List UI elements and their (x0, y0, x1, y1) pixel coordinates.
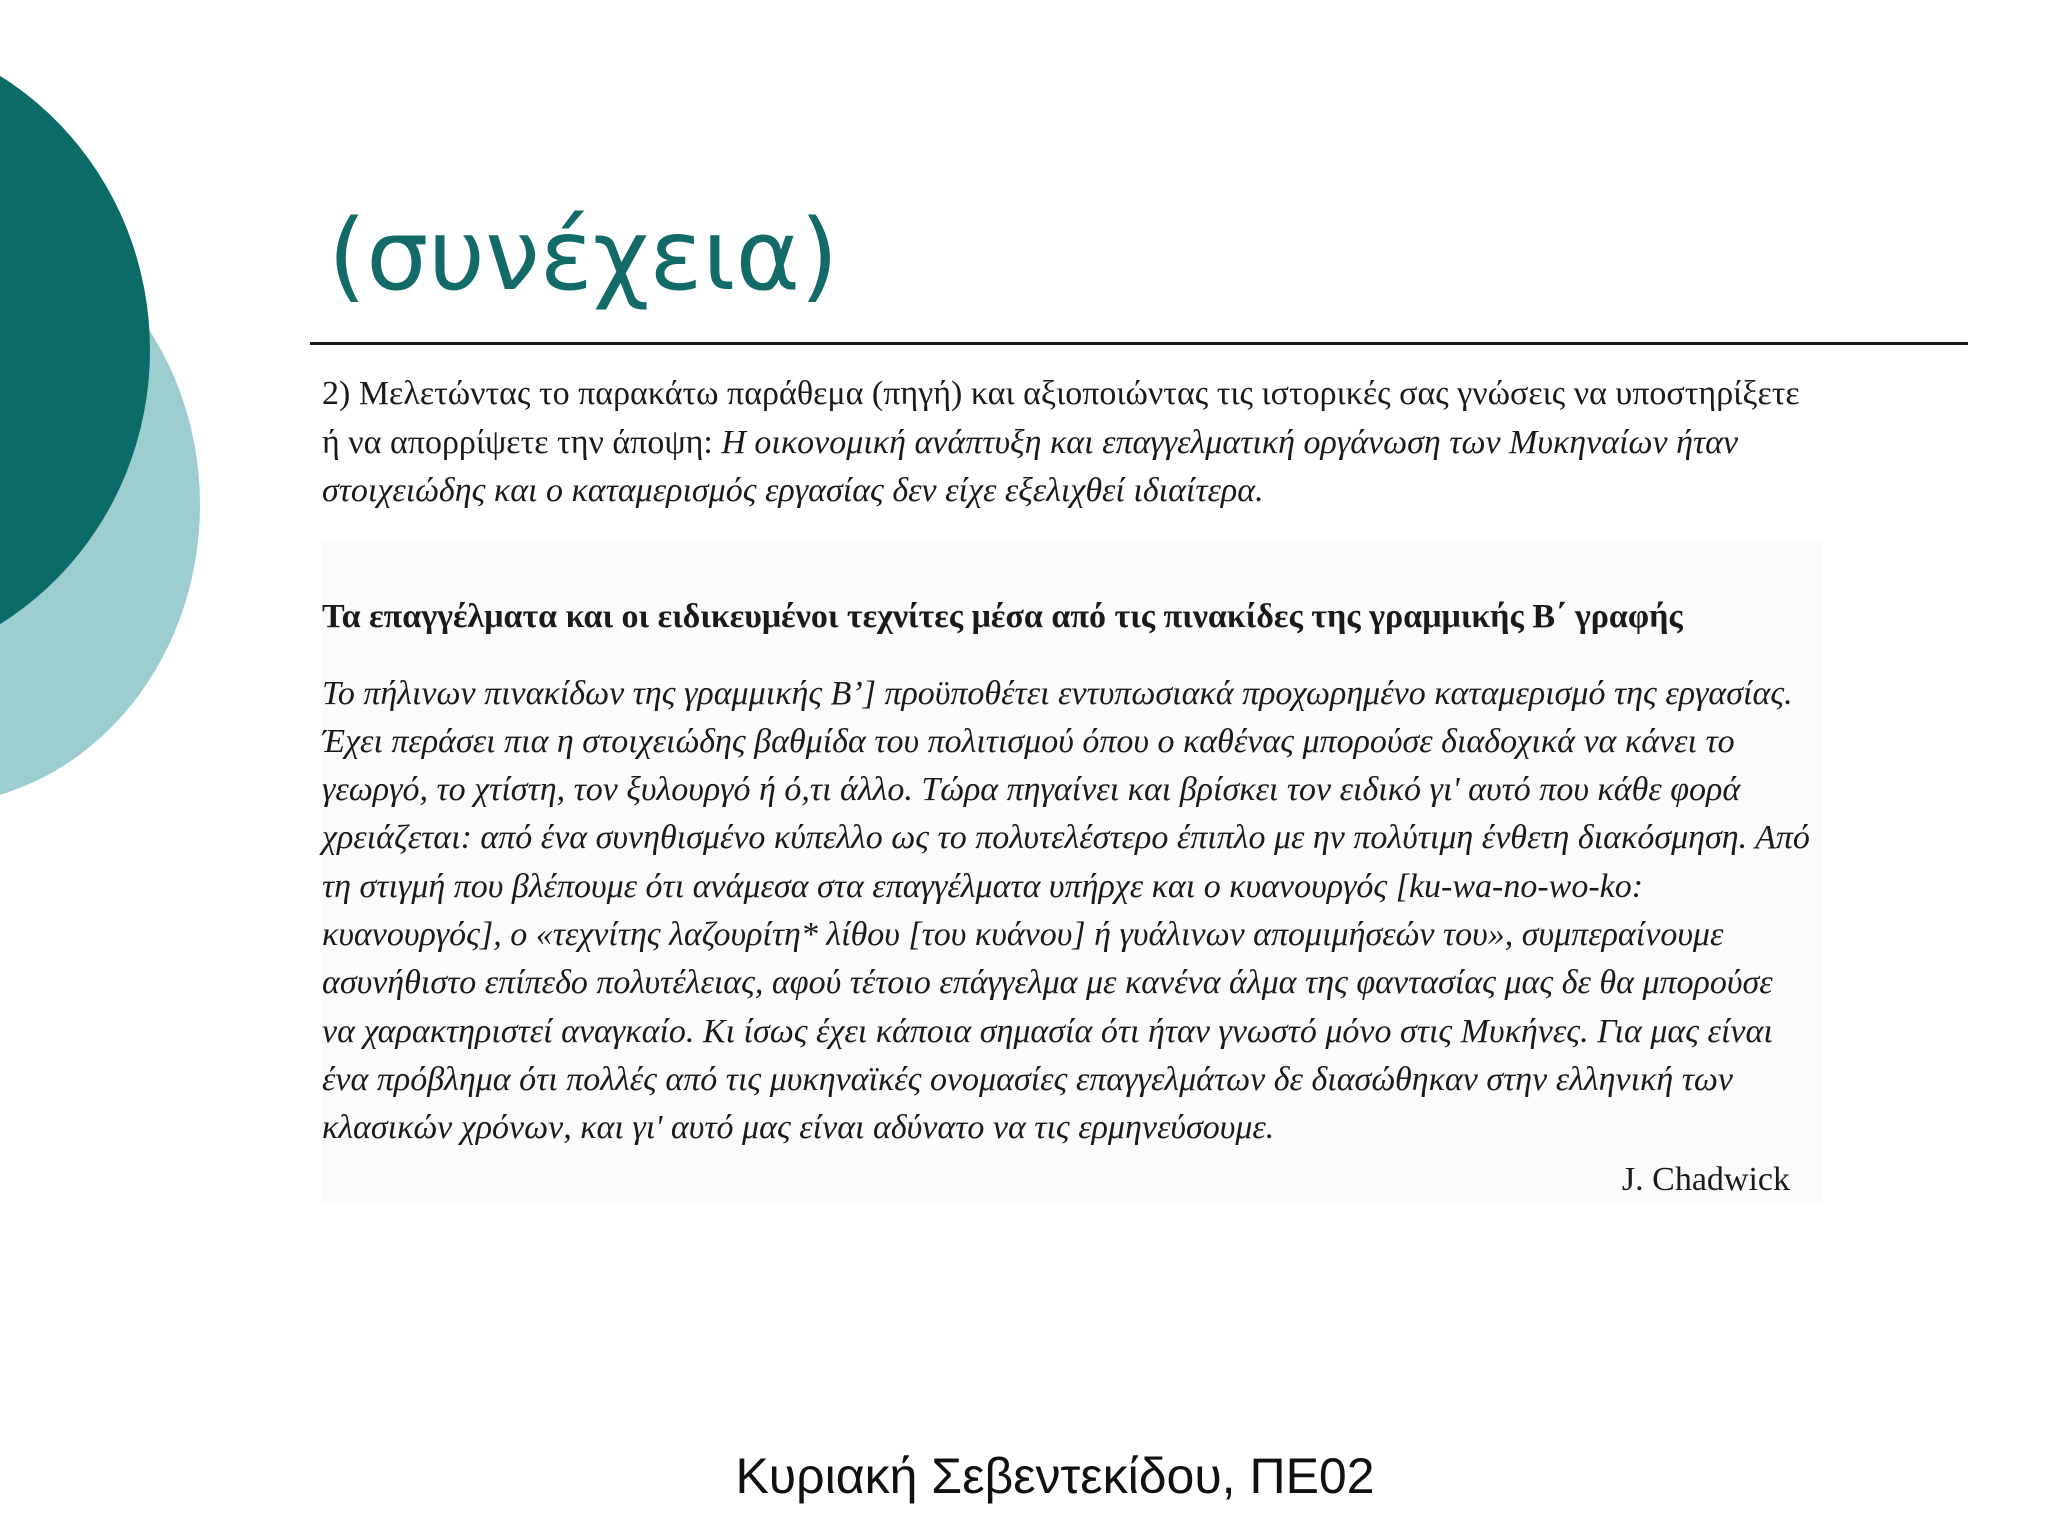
question-text: 2) Μελετώντας το παρακάτω παράθεμα (πηγή) και αξιοποιώντας τις ιστορικές σας γνώσεις να υποστηρίξετε ή να απορρίψετε την άποψη: (322, 375, 1800, 461)
slide-content (322, 370, 1822, 1204)
source-author: J. Chadwick (1621, 1161, 1790, 1199)
source-block (322, 540, 1822, 1205)
question-claim: Η οικονομική ανάπτυξη και επαγγελματική οργάνωση των Μυκηναίων ήταν στοιχειώδης και ο καταμερισμός εργασίας δεν είχε εξελιχθεί ιδιαίτερα. (322, 423, 1739, 509)
question-paragraph (322, 370, 1822, 516)
source-body: Το πήλινων πινακίδων της γραμμικής Β’] προϋποθέτει εντυπωσιακά προχωρημένο καταμερισμό της εργασίας. Έχει περάσει πια η στοιχειώδης βαθμίδα του πολιτισμού όπου ο καθένας μπορούσε διαδοχικά να κάνει το γεωργό, το χτίστη, τον ξυλουργό ή ό,τι άλλο. Τώρα πηγαίνει και βρίσκει τον ειδικό γι' αυτό που κάθε φορά χρειάζεται: από ένα συνηθισμένο κύπελλο ως το πολυτελέστερο έπιπλο με ην πολύτιμη ένθετη διακόσμηση. Από τη στιγμή που βλέπουμε ότι ανάμεσα στα επαγγέλματα υπήρχε και ο κυανουργός [ku-wa-no-wo-ko: κυανουργός], ο «τεχνίτης λαζουρίτη* λίθου [του κυάνου] ή γυάλινων απομιμήσεών του», συμπεραίνουμε ασυνήθιστο επίπεδο πολυτέλειας, αφού τέτοιο επάγγελμα με κανένα άλμα της φαντασίας μας δε θα μπορούσε να χαρακτηριστεί αναγκαίο. Κι ίσως έχει κάποια σημασία ότι ήταν γνωστό μόνο στις Μυκήνες. Για μας είναι ένα πρόβλημα ότι πολλές από τις μυκηναϊκές ονομασίες επαγγελμάτων δε διασώθηκαν στην ελληνική των κλασικών χρόνων, και γι' αυτό μας είναι αδύνατο να τις ερμηνεύσουμε. (322, 674, 1810, 1147)
title-divider (310, 342, 1968, 345)
footer-author: Κυριακή Σεβεντεκίδου, ΠΕ02 (735, 1448, 1375, 1504)
source-heading: Τα επαγγέλματα και οι ειδικευμένοι τεχνίτες μέσα από τις πινακίδες της γραμμικής Β΄ γραφής (322, 597, 1683, 635)
slide-title: (συνέχεια) (328, 199, 839, 313)
